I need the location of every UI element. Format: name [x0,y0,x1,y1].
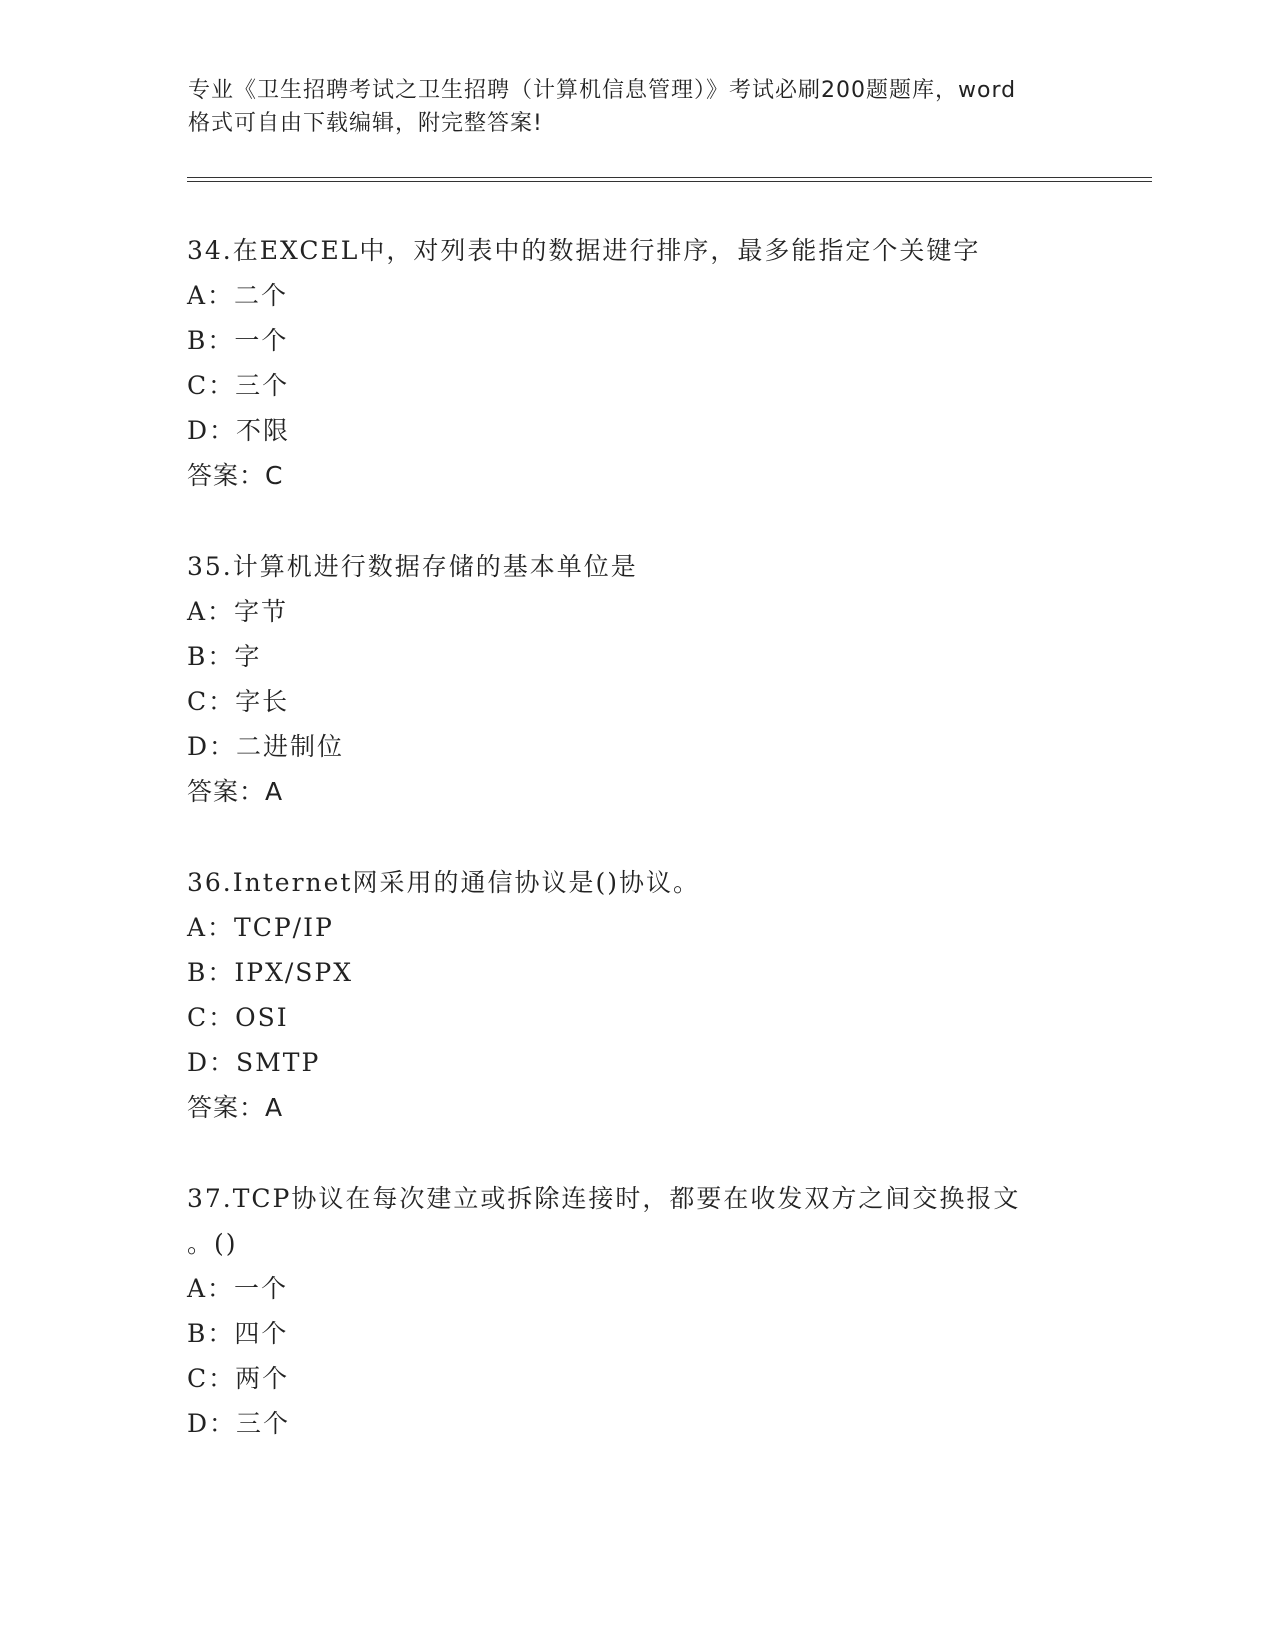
header-divider-bottom [187,181,1152,182]
question-34-answer: 答案：C [187,461,284,490]
question-37-stem-continuation: 。() [187,1229,238,1258]
question-37-option-b: B：四个 [187,1319,289,1348]
question-35-option-b: B：字 [187,642,262,671]
header-title-line-2: 格式可自由下载编辑，附完整答案! [188,111,543,136]
question-37-option-c: C：两个 [187,1364,290,1393]
question-36-option-c: C：OSI [187,1003,289,1032]
question-35-answer: 答案：A [187,777,284,806]
question-37-option-d: D：三个 [187,1409,291,1438]
header-title-line-1: 专业《卫生招聘考试之卫生招聘（计算机信息管理）》考试必刷200题题库，word [188,78,1017,103]
question-36-option-b: B：IPX/SPX [187,958,354,987]
question-37-stem: 37.TCP协议在每次建立或拆除连接时，都要在收发双方之间交换报文 [187,1184,1021,1213]
question-35-option-d: D：二进制位 [187,732,345,761]
question-34-option-d: D：不限 [187,416,291,445]
question-35-stem: 35.计算机进行数据存储的基本单位是 [187,552,638,581]
question-36-option-a: A：TCP/IP [187,913,334,942]
question-34-option-a: A：二个 [187,281,289,310]
question-34-option-b: B：一个 [187,326,289,355]
question-34-stem: 34.在EXCEL中，对列表中的数据进行排序，最多能指定个关键字 [187,236,981,265]
question-36-option-d: D：SMTP [187,1048,321,1077]
question-34-option-c: C：三个 [187,371,290,400]
document-header [188,74,1088,140]
header-divider-top [187,177,1152,178]
question-36-answer: 答案：A [187,1093,284,1122]
question-36-stem: 36.Internet网采用的通信协议是()协议。 [187,868,700,897]
question-37-option-a: A：一个 [187,1274,289,1303]
question-35-option-c: C：字长 [187,687,290,716]
question-35-option-a: A：字节 [187,597,289,626]
